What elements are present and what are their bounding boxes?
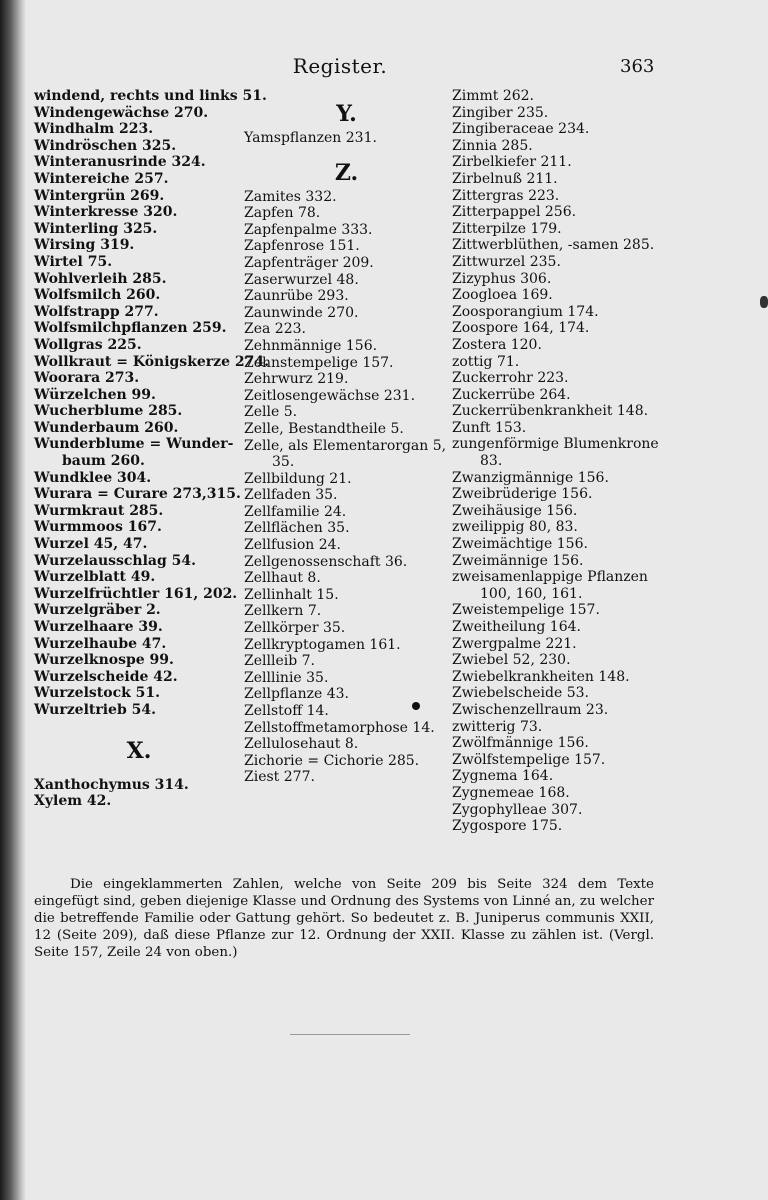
index-entry: Zellbildung 21. xyxy=(244,470,352,487)
index-entry: Wirtel 75. xyxy=(34,253,113,270)
index-entry: Zweimännige 156. xyxy=(452,552,584,569)
index-entry: Zellinhalt 15. xyxy=(244,586,339,603)
index-entry: Woorara 273. xyxy=(34,370,140,387)
index-entry: Zellulosehaut 8. xyxy=(244,736,359,753)
index-entry: baum 260. xyxy=(62,453,145,470)
index-entry: Zunft 153. xyxy=(452,419,527,436)
page-number: 363 xyxy=(620,56,655,77)
index-entry: Zwiebel 52, 230. xyxy=(452,652,571,669)
index-entry: Würzelchen 99. xyxy=(34,386,156,403)
index-entry: Zehnmännige 156. xyxy=(244,337,378,354)
index-entry: Zellstoff 14. xyxy=(244,703,329,719)
index-entry: Zelle 5. xyxy=(244,404,298,421)
index-entry: Zoosporangium 174. xyxy=(452,303,599,320)
index-entry: Zelle, als Elementarorgan 5, xyxy=(244,437,447,454)
index-entry: Zellkörper 35. xyxy=(244,620,346,637)
index-entry: Wurzelstock 51. xyxy=(34,685,161,702)
index-entry: 100, 160, 161. xyxy=(480,585,583,602)
index-entry: Zingiberaceae 234. xyxy=(452,121,590,138)
index-entry: Zehnstempelige 157. xyxy=(244,354,394,371)
index-entry: Zweimächtige 156. xyxy=(452,536,588,553)
index-entry: Zygospore 175. xyxy=(452,818,563,835)
index-entry: Wurzeltrieb 54. xyxy=(34,701,156,718)
index-entry: Zellgenossenschaft 36. xyxy=(244,553,408,570)
index-entry: Zimmt 262. xyxy=(452,88,535,104)
index-column-2 xyxy=(244,88,449,786)
index-entry: Zwölfmännige 156. xyxy=(452,735,589,752)
entries-z xyxy=(244,189,449,786)
index-entry: Zirbelnuß 211. xyxy=(452,170,558,187)
index-entry: Zoospore 164, 174. xyxy=(452,320,590,337)
index-entry: Windröschen 325. xyxy=(34,137,177,154)
entries-x xyxy=(34,777,244,810)
index-entry: Zittergras 223. xyxy=(452,187,560,204)
index-entry: windend, rechts und links 51. xyxy=(34,88,267,104)
index-entry: Zuckerrübe 264. xyxy=(452,386,571,403)
index-entry: Wollgras 225. xyxy=(34,336,142,353)
page-title: Register. xyxy=(292,54,388,78)
spacer xyxy=(34,767,244,777)
index-entry: Zeitlosengewächse 231. xyxy=(244,387,416,404)
index-entry: Zizyphus 306. xyxy=(452,270,552,287)
index-entry: Zitterpilze 179. xyxy=(452,220,562,237)
index-entry: Wurzelgräber 2. xyxy=(34,602,161,619)
index-entry: Zinnia 285. xyxy=(452,137,533,154)
index-entry: zweisamenlappige Pflanzen xyxy=(452,569,648,586)
index-entry: Zapfenpalme 333. xyxy=(244,221,373,238)
index-entry: Zellhaut 8. xyxy=(244,570,321,587)
index-entry: Zygnema 164. xyxy=(452,768,554,785)
index-entry: Winterkresse 320. xyxy=(34,204,178,221)
index-entry: Zamites 332. xyxy=(244,188,337,205)
index-entry: Wurzelhaube 47. xyxy=(34,635,167,652)
index-entry: Wucherblume 285. xyxy=(34,403,183,420)
index-entry: Wundklee 304. xyxy=(34,469,152,486)
entries-z-continued xyxy=(452,88,659,835)
spacer xyxy=(244,88,449,98)
index-entry: Wirsing 319. xyxy=(34,237,135,254)
index-entry: Winteranusrinde 324. xyxy=(34,154,206,171)
index-entry: Wintergrün 269. xyxy=(34,187,165,204)
index-entry: Zelle, Bestandtheile 5. xyxy=(244,420,404,437)
section-heading-z: Z. xyxy=(334,159,359,186)
spacer xyxy=(34,719,244,735)
index-entry: Zweitheilung 164. xyxy=(452,619,581,635)
index-entry: Wurara = Curare 273,315. xyxy=(34,486,241,503)
index-entry: zweilippig 80, 83. xyxy=(452,519,578,536)
index-entry: Windhalm 223. xyxy=(34,121,154,138)
index-entry: Zellfusion 24. xyxy=(244,537,341,554)
index-entry: Zwergpalme 221. xyxy=(452,635,577,652)
index-entry: Zapfen 78. xyxy=(244,205,321,222)
index-entry: Zaunwinde 270. xyxy=(244,304,359,321)
index-entry: Zittwurzel 235. xyxy=(452,253,561,270)
index-entry: Wurzelknospe 99. xyxy=(34,652,174,669)
index-entry: Wurzelhaare 39. xyxy=(34,619,163,635)
index-entry: Zellkryptogamen 161. xyxy=(244,636,401,653)
index-entry: Wolfsmilch 260. xyxy=(34,287,161,304)
index-entry: Zea 223. xyxy=(244,321,306,338)
index-entry: Wolfsmilchpflanzen 259. xyxy=(34,320,227,337)
index-entry: Zuckerrübenkrankheit 148. xyxy=(452,403,649,420)
footnote: Die eingeklammerten Zahlen, welche von Seite 209 bis Seite 324 dem Texte eingefügt sind, geben diejenige Klasse und Ordnung des Systems von Linné an, zu welcher die betreffende Familie oder Gattung gehört. So bedeutet z. B. Juniperus communis XXII, 12 (Seite 209), daß diese Pflanze zur 12. Ordnung der XXII. Klasse zu zählen ist. (Vergl. Seite 157, Zeile 24 von oben.) xyxy=(34,877,654,960)
index-entry: Zwischenzellraum 23. xyxy=(452,701,609,718)
index-entry: 35. xyxy=(272,454,295,471)
index-entry: Zwiebelkrankheiten 148. xyxy=(452,668,630,685)
index-entry: zottig 71. xyxy=(452,353,520,370)
book-spine-shadow xyxy=(0,0,26,1200)
index-entry: Wurzelfrüchtler 161, 202. xyxy=(34,585,238,602)
section-heading-x: X. xyxy=(126,737,152,764)
index-entry: Ziest 277. xyxy=(244,769,315,786)
index-entry: Zaserwurzel 48. xyxy=(244,271,359,288)
index-entry: zwitterig 73. xyxy=(452,718,543,735)
index-entry: Zwanzigmännige 156. xyxy=(452,469,609,486)
index-entry: Windengewächse 270. xyxy=(34,104,209,121)
index-entry: Zostera 120. xyxy=(452,336,542,353)
index-entry: Zehrwurz 219. xyxy=(244,371,349,388)
index-entry: Wintereiche 257. xyxy=(34,170,169,187)
index-entry: Zuckerrohr 223. xyxy=(452,370,569,387)
index-entry: Wollkraut = Königskerze 274. xyxy=(34,353,270,370)
index-entry: Winterling 325. xyxy=(34,220,158,237)
index-entry: Zygophylleae 307. xyxy=(452,801,583,818)
index-entry: Zellfaden 35. xyxy=(244,487,338,504)
index-entry: Zwölfstempelige 157. xyxy=(452,751,606,768)
ink-blot xyxy=(412,702,420,710)
index-entry: Zitterpappel 256. xyxy=(452,204,577,221)
index-entry: Zellpflanze 43. xyxy=(244,686,350,703)
index-entry: Zellfamilie 24. xyxy=(244,503,347,520)
index-entry: Wunderbaum 260. xyxy=(34,419,179,436)
index-entry: Zweistempelige 157. xyxy=(452,602,600,619)
index-entry: Zellkern 7. xyxy=(244,603,322,620)
index-entry: Zellstoffmetamorphose 14. xyxy=(244,719,435,736)
index-entry: Zirbelkiefer 211. xyxy=(452,154,572,171)
index-entry: 83. xyxy=(480,453,503,470)
index-column-1 xyxy=(34,88,270,810)
index-entry: Zweibrüderige 156. xyxy=(452,486,593,503)
index-entry: Zweihäusige 156. xyxy=(452,502,578,519)
index-entry: Zwiebelscheide 53. xyxy=(452,685,589,702)
index-entry: Zellflächen 35. xyxy=(244,520,350,537)
index-entry: Wolfstrapp 277. xyxy=(34,303,159,320)
index-entry: Zichorie = Cichorie 285. xyxy=(244,752,420,769)
index-entry: Zittwerblüthen, -samen 285. xyxy=(452,237,655,254)
index-entry: Zingiber 235. xyxy=(452,104,549,121)
index-entry: Yamspflanzen 231. xyxy=(244,130,377,146)
index-column-3 xyxy=(452,88,659,835)
index-entry: Wurzelblatt 49. xyxy=(34,569,156,586)
index-entry: Zygnemeae 168. xyxy=(452,784,570,801)
index-entry: Zellleib 7. xyxy=(244,653,315,670)
section-heading-y: Y. xyxy=(336,101,357,127)
divider-rule xyxy=(290,1034,410,1035)
index-entry: Zaunrübe 293. xyxy=(244,288,349,305)
entries-y xyxy=(244,130,449,147)
index-entry: zungenförmige Blumenkrone xyxy=(452,436,659,453)
index-entry: Wurzelscheide 42. xyxy=(34,668,178,685)
index-entry: Zelllinie 35. xyxy=(244,669,329,686)
index-entry: Wurzelausschlag 54. xyxy=(34,552,197,569)
index-entry: Zoogloea 169. xyxy=(452,287,553,304)
index-entry: Wohlverleih 285. xyxy=(34,270,167,287)
ink-blot xyxy=(760,296,768,308)
spacer xyxy=(244,147,449,157)
index-entry: Wurzel 45, 47. xyxy=(34,536,148,553)
index-entry: Wurmkraut 285. xyxy=(34,502,164,519)
index-entry: Zapfenträger 209. xyxy=(244,254,374,271)
index-entry: Xylem 42. xyxy=(34,793,112,810)
index-entry: Zapfenrose 151. xyxy=(244,238,360,255)
entries-w xyxy=(34,88,270,719)
index-entry: Wunderblume = Wunder- xyxy=(34,436,234,453)
index-entry: Wurmmoos 167. xyxy=(34,519,162,536)
index-entry: Xanthochymus 314. xyxy=(34,776,189,793)
